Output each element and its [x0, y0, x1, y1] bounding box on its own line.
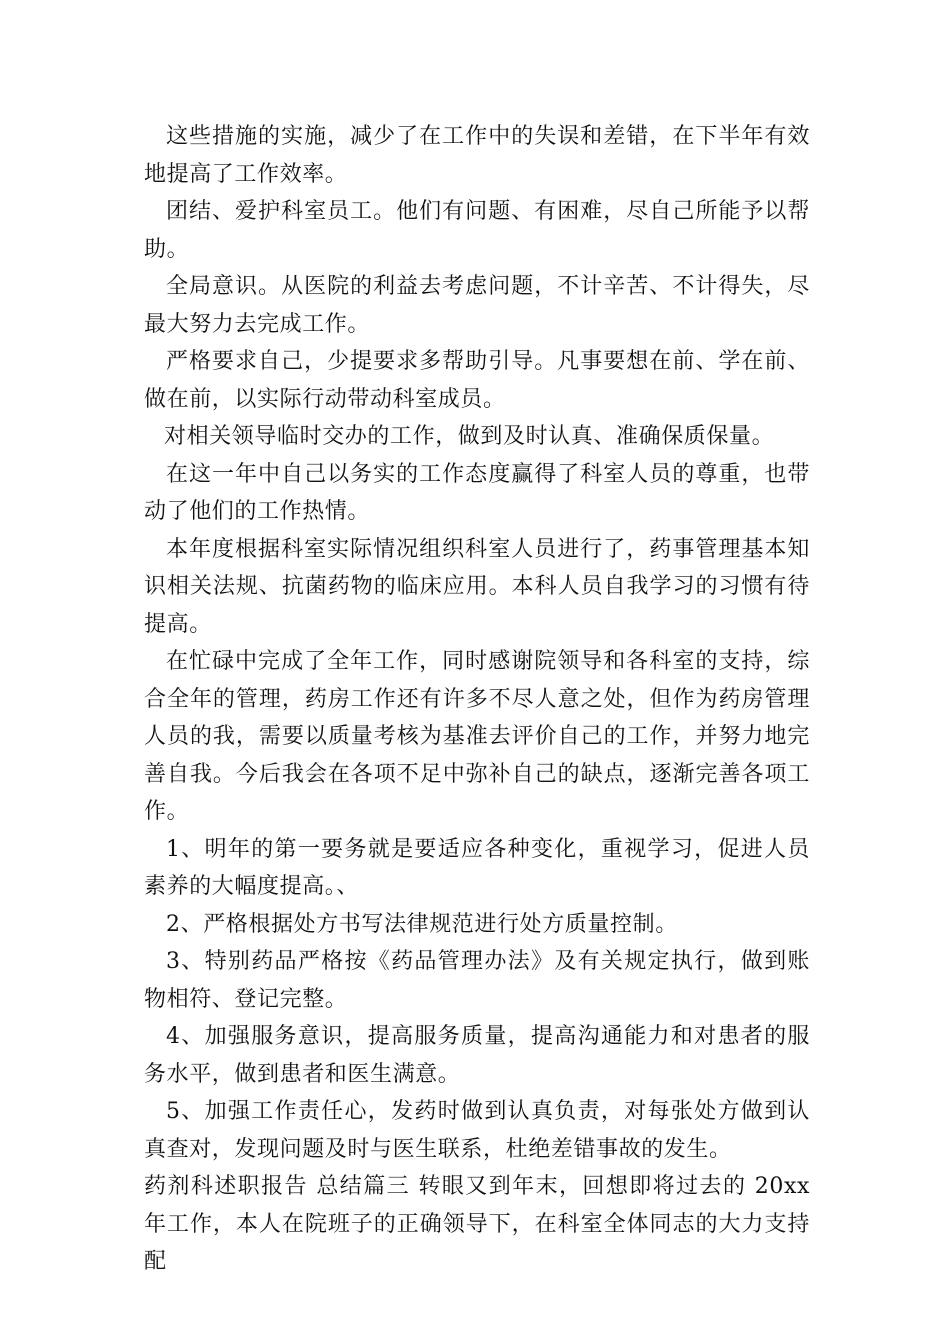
- paragraph-overall-awareness: 全局意识。从医院的利益去考虑问题，不计辛苦、不计得失，尽最大努力去完成工作。: [144, 274, 810, 337]
- paragraph-measures: 这些措施的实施，减少了在工作中的失误和差错，在下半年有效地提高了工作效率。: [144, 124, 810, 187]
- paragraph-respect: 在这一年中自己以务实的工作态度赢得了科室人员的尊重，也带动了他们的工作热情。: [144, 461, 810, 524]
- list-item-2: 2、严格根据处方书写法律规范进行处方质量控制。: [166, 911, 678, 937]
- paragraph-self-discipline: 严格要求自己，少提要求多帮助引导。凡事要想在前、学在前、做在前，以实际行动带动科室成员。: [144, 349, 810, 412]
- paragraph-summary: 在忙碌中完成了全年工作，同时感谢院领导和各科室的支持，综合全年的管理，药房工作还有许多不尽人意之处，但作为药房管理人员的我，需要以质量考核为基准去评价自己的工作，并努力地完善自我。今后我会在各项不足中弥补自己的缺点，逐渐完善各项工作。: [144, 649, 810, 824]
- paragraph-section-three: 药剂科述职报告 总结篇三 转眼又到年末，回想即将过去的 20xx 年工作，本人在院班子的正确领导下，在科室全体同志的大力支持配: [144, 1174, 810, 1274]
- list-item-5: 5、加强工作责任心，发药时做到认真负责，对每张处方做到认真查对，发现问题及时与医生联系，杜绝差错事故的发生。: [144, 1099, 810, 1162]
- list-item-3: 3、特别药品严格按《药品管理办法》及有关规定执行，做到账物相符、登记完整。: [144, 949, 810, 1012]
- list-item-4: 4、加强服务意识，提高服务质量，提高沟通能力和对患者的服务水平，做到患者和医生满意。: [144, 1024, 810, 1087]
- document-body: [144, 118, 810, 1281]
- list-item-1: 1、明年的第一要务就是要适应各种变化，重视学习，促进人员素养的大幅度提高。、: [144, 836, 810, 899]
- paragraph-training: 本年度根据科室实际情况组织科室人员进行了，药事管理基本知识相关法规、抗菌药物的临床应用。本科人员自我学习的习惯有待提高。: [144, 536, 810, 637]
- paragraph-assigned-tasks: 对相关领导临时交办的工作，做到及时认真、准确保质保量。: [164, 424, 775, 449]
- paragraph-unity: 团结、爱护科室员工。他们有问题、有困难，尽自己所能予以帮助。: [144, 199, 810, 262]
